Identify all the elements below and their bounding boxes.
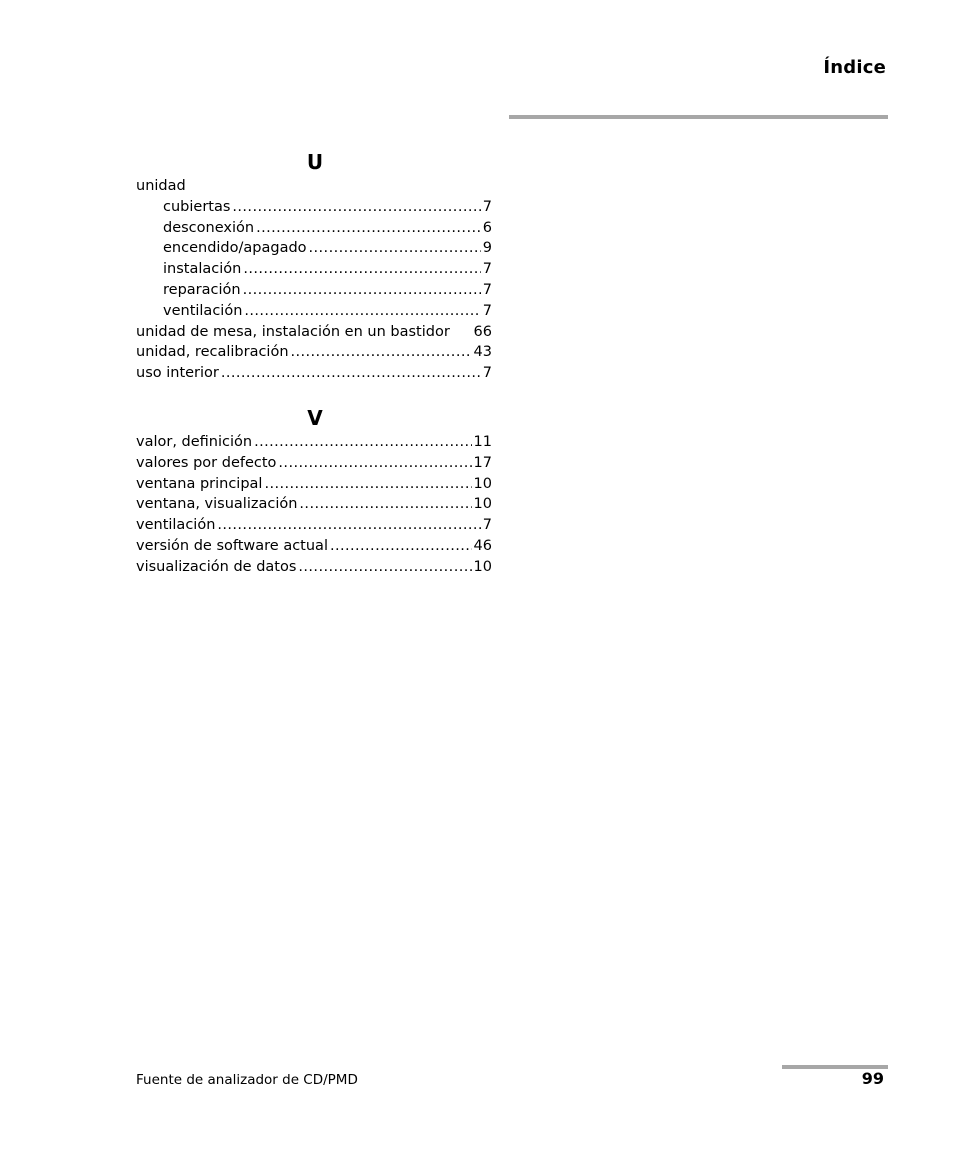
entry-page-number: 10: [473, 558, 492, 575]
entry-page-number: 9: [482, 240, 492, 257]
entry-term: valor, definición: [136, 433, 253, 450]
dot-leader: [291, 342, 472, 363]
dot-leader: [264, 474, 471, 495]
index-subentry: [136, 280, 492, 301]
dot-leader: [243, 280, 481, 301]
entry-term: versión de software actual: [136, 537, 328, 554]
section-letter: U: [306, 150, 324, 174]
dot-leader: [232, 197, 480, 218]
page-header-title: Índice: [823, 57, 886, 78]
index-entry: [136, 322, 492, 343]
entry-page-number: 6: [482, 219, 492, 236]
dot-leader: [298, 557, 471, 578]
dot-leader: [217, 515, 480, 536]
entry-page-number: 46: [473, 537, 492, 554]
index-subentry: [136, 259, 492, 280]
index-entry: [136, 494, 492, 515]
entry-page-number: 7: [482, 198, 492, 215]
entry-page-number: 7: [482, 281, 492, 298]
entry-term: ventana, visualización: [136, 496, 298, 513]
entry-term: cubiertas: [163, 198, 231, 215]
dot-leader: [254, 432, 471, 453]
dot-leader: [299, 494, 471, 515]
index-entry: [136, 342, 492, 363]
dot-leader: [278, 453, 471, 474]
dot-leader: [309, 238, 481, 259]
entry-page-number: 10: [473, 496, 492, 513]
entry-page-number: 66: [473, 323, 492, 340]
entry-term: ventilación: [136, 517, 216, 534]
index-entry: [136, 536, 492, 557]
index-subentry: [136, 218, 492, 239]
entry-page-number: 11: [473, 433, 492, 450]
section-letter: V: [307, 405, 323, 430]
entry-page-number: 7: [482, 261, 492, 278]
index-section: [136, 148, 492, 384]
header-rule: [509, 115, 888, 119]
footer-document-title: Fuente de analizador de CD/PMD: [136, 1072, 358, 1088]
index-subentry: [136, 197, 492, 218]
dot-leader: [256, 218, 481, 239]
entry-page-number: 7: [482, 517, 492, 534]
index-subentry: [136, 238, 492, 259]
entry-page-number: 17: [473, 454, 492, 471]
entry-term: reparación: [163, 281, 241, 298]
entry-term: unidad: [136, 178, 186, 194]
entry-page-number: 7: [482, 302, 492, 319]
entry-term: ventana principal: [136, 475, 263, 492]
entry-term: uso interior: [136, 365, 219, 382]
dot-leader: [244, 301, 480, 322]
entry-term: visualización de datos: [136, 558, 297, 575]
entry-page-number: 10: [473, 475, 492, 492]
dot-leader: [243, 259, 480, 280]
dot-leader: [221, 363, 481, 384]
dot-leader: [330, 536, 472, 557]
footer-page-number: 99: [861, 1069, 884, 1088]
entry-term: instalación: [163, 261, 242, 278]
entry-term: encendido/apagado: [163, 240, 307, 257]
index-subentry: [136, 301, 492, 322]
entry-term: ventilación: [163, 302, 243, 319]
entry-term: unidad, recalibración: [136, 344, 289, 361]
index-entry: [136, 515, 492, 536]
index-entry: [136, 432, 492, 453]
entry-page-number: 43: [473, 344, 492, 361]
index-column: [136, 148, 492, 598]
index-section: [136, 404, 492, 578]
entry-term: unidad de mesa, instalación en un bastidor: [136, 323, 450, 340]
index-entry: [136, 557, 492, 578]
index-entry: [136, 474, 492, 495]
entry-term: valores por defecto: [136, 454, 277, 471]
entry-term: desconexión: [163, 219, 255, 236]
index-entry: [136, 363, 492, 384]
index-entry: [136, 453, 492, 474]
index-entry: [136, 176, 492, 197]
entry-page-number: 7: [482, 365, 492, 382]
